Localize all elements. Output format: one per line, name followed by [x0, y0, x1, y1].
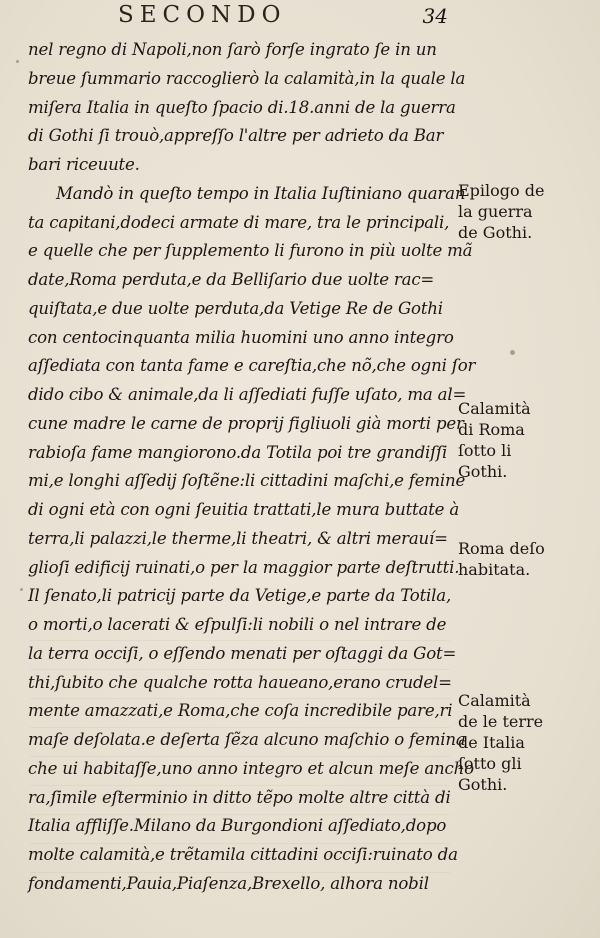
text-line: date,Roma perduta,e da Belliſario due uolte rac=	[28, 270, 435, 289]
marginal-note-roma-desolata	[458, 538, 576, 580]
text-line: bari riceuute.	[28, 155, 140, 174]
marginal-note-epilogo	[458, 180, 576, 243]
text-line: ra,ſimile eſterminio in ditto tẽpo molte altre città di	[28, 787, 451, 807]
text-line: di Gothi ſi trouò,appreſſo l'altre per adrieto da Bar	[28, 126, 444, 146]
text-line: fondamenti,Pauia,Piaſenza,Brexello, alhora nobil	[28, 873, 429, 893]
text-line: che ui habitaſſe,uno anno integro et alcun meſe ancho	[28, 758, 474, 778]
marginal-note-line: Epilogo de	[458, 181, 545, 200]
marginal-note-line: de Gothi.	[458, 223, 533, 242]
marginal-note-line: Calamità	[458, 399, 531, 418]
marginal-note-line: la guerra	[458, 202, 533, 221]
folio-number: 34	[422, 4, 448, 28]
text-line: rabioſa fame mangiorono.da Totila poi tre grandiſſi	[28, 442, 448, 462]
text-line: breue ſummario raccoglierò la calamità,in la quale la	[28, 68, 466, 88]
page-header	[118, 2, 448, 36]
text-line: miſera Italia in queſto ſpacio di.18.anni de la guerra	[28, 97, 456, 117]
text-line: mente amazzati,e Roma,che coſa incredibile pare,ri	[28, 701, 453, 721]
paper-speck	[16, 60, 19, 63]
text-line: thi,ſubito che qualche rotta haueano,erano crudel=	[28, 672, 452, 692]
text-line: nel regno di Napoli,non ſarò forſe ingrato ſe in un	[28, 40, 437, 59]
text-line: ta capitani,dodeci armate di mare, tra le principali,	[28, 212, 450, 232]
text-line: glioſi edificij ruinati,o per la maggior parte deſtrutti.	[28, 557, 460, 577]
text-line: quiſtata,e due uolte perduta,da Vetige Re de Gothi	[28, 298, 443, 318]
marginal-note-line: ſotto gli	[458, 754, 522, 773]
text-line: Il ſenato,li patricij parte da Vetige,e parte da Totila,	[28, 586, 452, 606]
marginal-note-line: de Italia	[458, 733, 525, 752]
marginal-note-line: ſotto li	[458, 441, 512, 460]
paper-speck	[20, 588, 23, 591]
marginal-note-line: Calamità	[458, 691, 531, 710]
text-line: Italia affliſſe.Milano da Burgondioni aſſediato,dopo	[28, 816, 447, 836]
text-line: con centocinquanta milia huomini uno anno integro	[28, 327, 454, 347]
running-title: SECONDO	[118, 2, 287, 28]
paper-speck	[510, 350, 515, 355]
text-line: cune madre le carne de proprij figliuoli già morti per	[28, 413, 464, 433]
text-line: e quelle che per ſupplemento li furono in più uolte mã	[28, 241, 473, 261]
text-line: terra,li palazzi,le therme,li theatri, & altri merauí=	[28, 528, 448, 548]
text-line: mi,e longhi aſſedij ſoſtẽne:li cittadini maſchi,e femine	[28, 471, 466, 491]
marginal-note-calamita-roma	[458, 398, 576, 482]
marginal-note-line: di Roma	[458, 420, 525, 439]
marginal-note-line: Gothi.	[458, 462, 508, 481]
marginal-note-line: Roma deſo	[458, 539, 545, 558]
text-line: la terra occiſi, o eſſendo menati per oſtaggi da Got=	[28, 643, 457, 663]
marginal-note-line: Gothi.	[458, 775, 508, 794]
marginal-note-line: habitata.	[458, 560, 531, 579]
main-text-block	[28, 36, 476, 899]
paragraph-start-line: Mandò in queſto tempo in Italia Iuſtiniano quaran	[56, 183, 466, 203]
text-line: di ogni età con ogni ſeuitia trattati,le mura buttate à	[28, 500, 460, 519]
text-line: o morti,o lacerati & eſpulſi:li nobili o nel intrare de	[28, 615, 447, 634]
text-line: aſſediata con tanta fame e careſtia,che nõ,che ogni ſor	[28, 356, 476, 376]
text-line: molte calamità,e trẽtamila cittadini occiſi:ruinato da	[28, 845, 458, 864]
marginal-note-line: de le terre	[458, 712, 544, 731]
text-line: maſe deſolata.e deſerta ſẽza alcuno maſchio o femina	[28, 730, 466, 749]
text-line: dido cibo & animale,da li aſſediati fuſſe uſato, ma al=	[28, 385, 467, 404]
marginal-note-calamita-italia	[458, 690, 576, 795]
